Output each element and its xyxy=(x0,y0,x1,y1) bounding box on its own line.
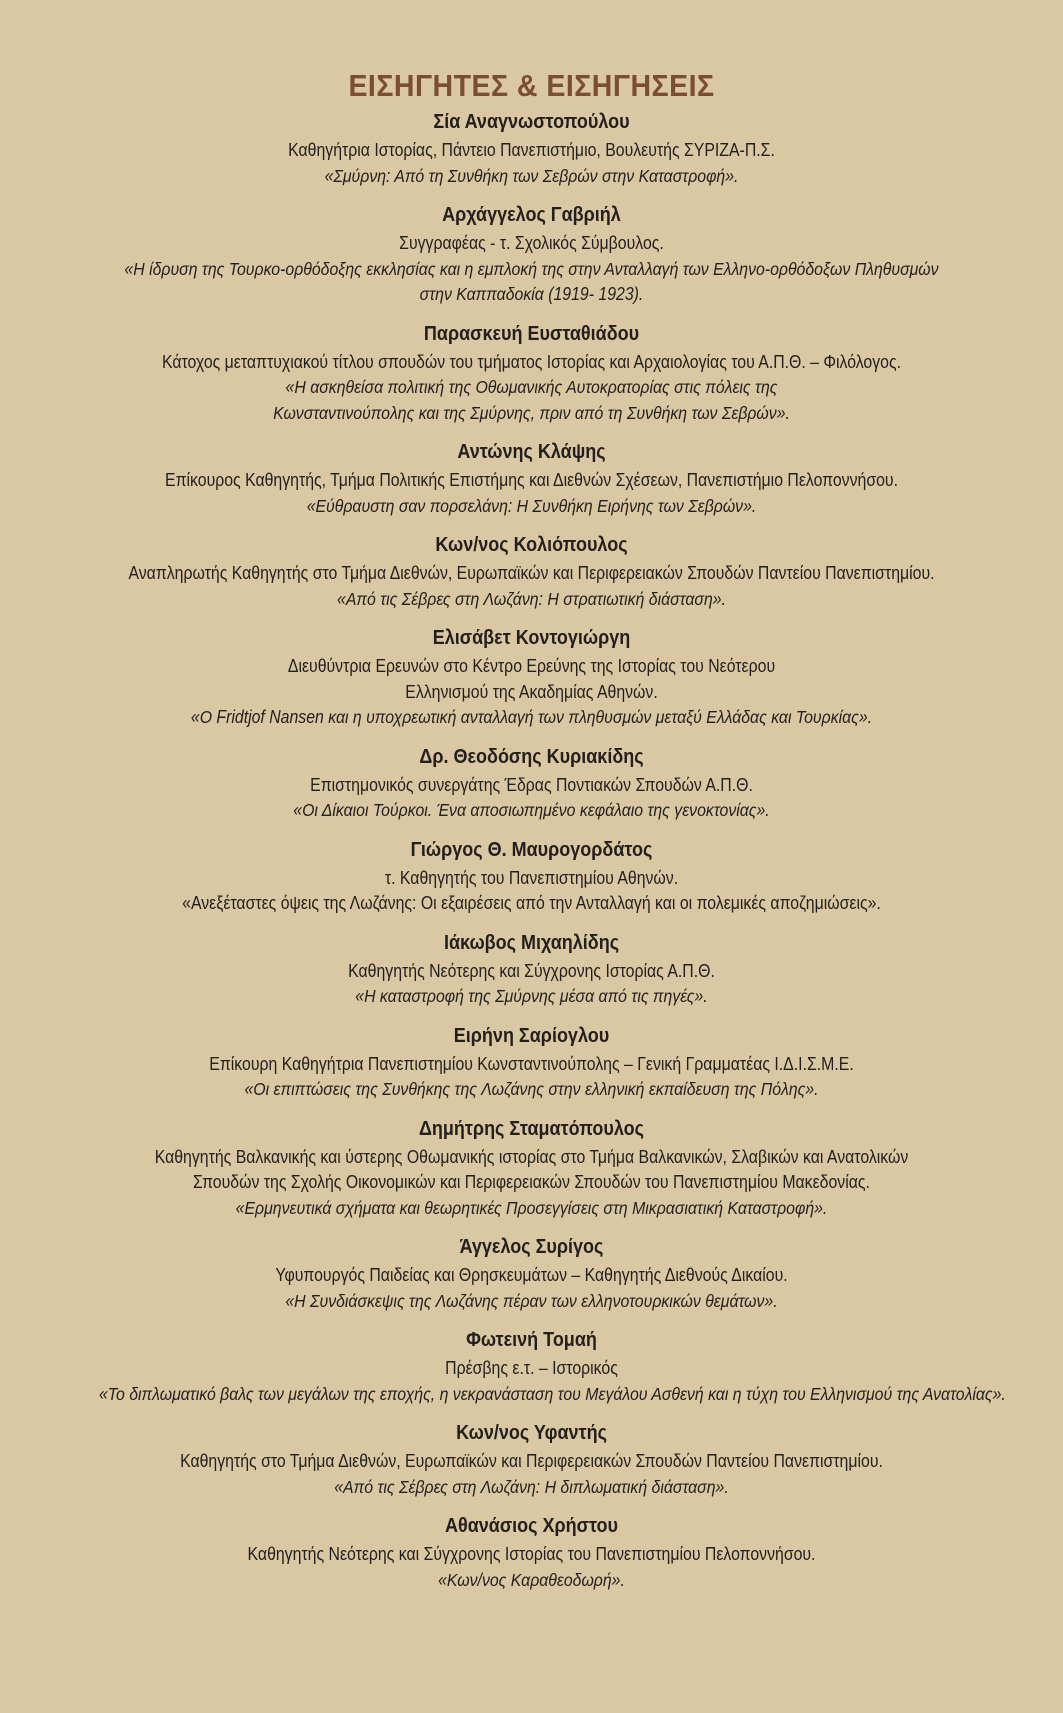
speaker-affiliation: Καθηγήτρια Ιστορίας, Πάντειο Πανεπιστήμιο, Βουλευτής ΣΥΡΙΖΑ-Π.Σ. xyxy=(288,140,775,160)
speaker-name: Ειρήνη Σαρίογλου xyxy=(453,1024,610,1047)
speaker-name: Κων/νος Κολιόπουλος xyxy=(435,534,628,556)
speaker-entry xyxy=(40,108,1023,189)
speaker-affiliation: Επίκουρη Καθηγήτρια Πανεπιστημίου Κωνσταντινούπολης – Γενική Γραμματέας Ι.Δ.Ι.Σ.Μ.Ε. xyxy=(209,1053,854,1074)
speaker-entry xyxy=(40,1326,1023,1407)
speaker-name: Άγγελος Συρίγος xyxy=(459,1236,604,1258)
speaker-entry xyxy=(40,836,1023,917)
speaker-name: Φωτεινή Τομαή xyxy=(466,1329,597,1351)
speaker-name: Δημήτρης Σταματόπουλος xyxy=(418,1117,645,1140)
talk-title: «Από τις Σέβρες στη Λωζάνη: Η διπλωματική διάσταση». xyxy=(334,1476,729,1497)
talk-title: «Σμύρνη: Από τη Συνθήκη των Σεβρών στην Καταστροφή». xyxy=(324,165,739,186)
talk-title: «Η καταστροφή της Σμύρνης μέσα από τις πηγές». xyxy=(355,986,708,1006)
speaker-name: Κων/νος Υφαντής xyxy=(456,1422,607,1444)
talk-title: «Ερμηνευτικά σχήματα και θεωρητικές Προσεγγίσεις στη Μικρασιατική Καταστροφή». xyxy=(235,1197,828,1218)
speaker-entry xyxy=(40,1512,1023,1593)
speaker-affiliation: Διευθύντρια Ερευνών στο Κέντρο Ερεύνης της Ιστορίας του Νεότερου xyxy=(287,656,776,676)
speaker-name: Γιώργος Θ. Μαυρογορδάτος xyxy=(410,838,653,861)
speaker-name: Αθανάσιος Χρήστου xyxy=(445,1515,618,1537)
talk-title: «Ο Fridtjof Nansen και η υποχρεωτική ανταλλαγή των πληθυσμών μεταξύ Ελλάδας και Τουρκίας». xyxy=(190,707,873,727)
speaker-affiliation: Επιστημονικός συνεργάτης Έδρας Ποντιακών Σπουδών Α.Π.Θ. xyxy=(310,774,753,795)
speaker-entry xyxy=(40,1115,1023,1222)
speaker-affiliation: τ. Καθηγητής του Πανεπιστημίου Αθηνών. xyxy=(384,867,679,888)
speaker-name: Αντώνης Κλάψης xyxy=(457,441,606,463)
speaker-affiliation: Πρέσβης ε.τ. – Ιστορικός xyxy=(445,1358,618,1378)
talk-title: «Η ασκηθείσα πολιτική της Οθωμανικής Αυτοκρατορίας στις πόλεις της xyxy=(285,377,778,397)
talk-title: στην Καππαδοκία (1919- 1923). xyxy=(419,284,644,304)
speaker-name: Παρασκευή Ευσταθιάδου xyxy=(423,322,640,345)
talk-title: «Η Συνδιάσκεψις της Λωζάνης πέραν των ελληνοτουρκικών θεμάτων». xyxy=(285,1290,778,1311)
speaker-entry xyxy=(40,438,1023,519)
speaker-affiliation: Καθηγητής Νεότερης και Σύγχρονης Ιστορίας του Πανεπιστημίου Πελοποννήσου. xyxy=(247,1544,816,1564)
talk-title: «Ανεξέταστες όψεις της Λωζάνης: Οι εξαιρέσεις από την Ανταλλαγή και οι πολεμικές αποζημιώσεις». xyxy=(182,893,881,913)
speaker-affiliation: Κάτοχος μεταπτυχιακού τίτλου σπουδών του τμήματος Ιστορίας και Αρχαιολογίας του Α.Π.Θ. – Φιλόλογος. xyxy=(161,351,902,372)
speaker-name: Σία Αναγνωστοπούλου xyxy=(433,111,630,133)
talk-title: «Το διπλωματικό βαλς των μεγάλων της εποχής, η νεκρανάσταση του Μεγάλου Ασθενή και η τύχη του Ελληνισμού της Ανατολίας». xyxy=(98,1383,1006,1404)
speaker-entry xyxy=(40,929,1023,1010)
talk-title: «Η ίδρυση της Τουρκο-ορθόδοξης εκκλησίας και η εμπλοκή της στην Ανταλλαγή των Ελληνο-ορθόδοξων Πληθυσμών xyxy=(124,258,939,279)
speaker-affiliation: Επίκουρος Καθηγητής, Τμήμα Πολιτικής Επιστήμης και Διεθνών Σχέσεων, Πανεπιστήμιο Πελοποννήσου. xyxy=(165,470,898,490)
speaker-entry xyxy=(40,624,1023,731)
speaker-entry xyxy=(40,531,1023,612)
speaker-list xyxy=(0,108,1063,1593)
speaker-entry xyxy=(40,743,1023,824)
speaker-affiliation: Ελληνισμού της Ακαδημίας Αθηνών. xyxy=(405,681,658,702)
talk-title: «Οι Δίκαιοι Τούρκοι. Ένα αποσιωπημένο κεφάλαιο της γενοκτονίας». xyxy=(293,800,770,820)
speaker-entry xyxy=(40,201,1023,308)
speaker-affiliation: Καθηγητής Νεότερης και Σύγχρονης Ιστορίας Α.Π.Θ. xyxy=(348,960,715,981)
talk-title: «Κων/νος Καραθεοδωρή». xyxy=(438,1569,625,1590)
speaker-affiliation: Αναπληρωτής Καθηγητής στο Τμήμα Διεθνών, Ευρωπαϊκών και Περιφερειακών Σπουδών Παντείου Πανεπιστημίου. xyxy=(128,563,935,583)
speaker-name: Ιάκωβος Μιχαηλίδης xyxy=(443,931,620,954)
speaker-name: Ελισάβετ Κοντογιώργη xyxy=(432,627,631,649)
speaker-name: Αρχάγγελος Γαβριήλ xyxy=(442,204,621,226)
speaker-affiliation: Σπουδών της Σχολής Οικονομικών και Περιφερειακών Σπουδών του Πανεπιστημίου Μακεδονίας. xyxy=(193,1172,870,1192)
talk-title: «Εύθραυστη σαν πορσελάνη: Η Συνθήκη Ειρήνης των Σεβρών». xyxy=(306,495,757,516)
page-title: ΕΙΣΗΓΗΤΕΣ & ΕΙΣΗΓΗΣΕΙΣ xyxy=(348,68,715,103)
speaker-entry xyxy=(40,1022,1023,1103)
talk-title: Κωνσταντινούπολης και της Σμύρνης, πριν από τη Συνθήκη των Σεβρών». xyxy=(273,402,790,423)
speaker-affiliation: Υφυπουργός Παιδείας και Θρησκευμάτων – Καθηγητής Διεθνούς Δικαίου. xyxy=(275,1265,788,1285)
speaker-affiliation: Καθηγητής Βαλκανικής και ύστερης Οθωμανικής ιστορίας στο Τμήμα Βαλκανικών, Σλαβικών και Ανατολικών xyxy=(154,1146,909,1167)
speaker-affiliation: Συγγραφέας - τ. Σχολικός Σύμβουλος. xyxy=(399,233,664,253)
talk-title: «Οι επιπτώσεις της Συνθήκης της Λωζάνης στην ελληνική εκπαίδευση της Πόλης». xyxy=(244,1079,819,1099)
speaker-entry xyxy=(40,1419,1023,1500)
speaker-affiliation: Καθηγητής στο Τμήμα Διεθνών, Ευρωπαϊκών και Περιφερειακών Σπουδών Παντείου Πανεπιστημίου. xyxy=(180,1451,883,1471)
speaker-entry xyxy=(40,1233,1023,1314)
talk-title: «Από τις Σέβρες στη Λωζάνη: Η στρατιωτική διάσταση». xyxy=(337,588,726,609)
speaker-name: Δρ. Θεοδόσης Κυριακίδης xyxy=(419,745,644,768)
speaker-entry xyxy=(40,320,1023,427)
